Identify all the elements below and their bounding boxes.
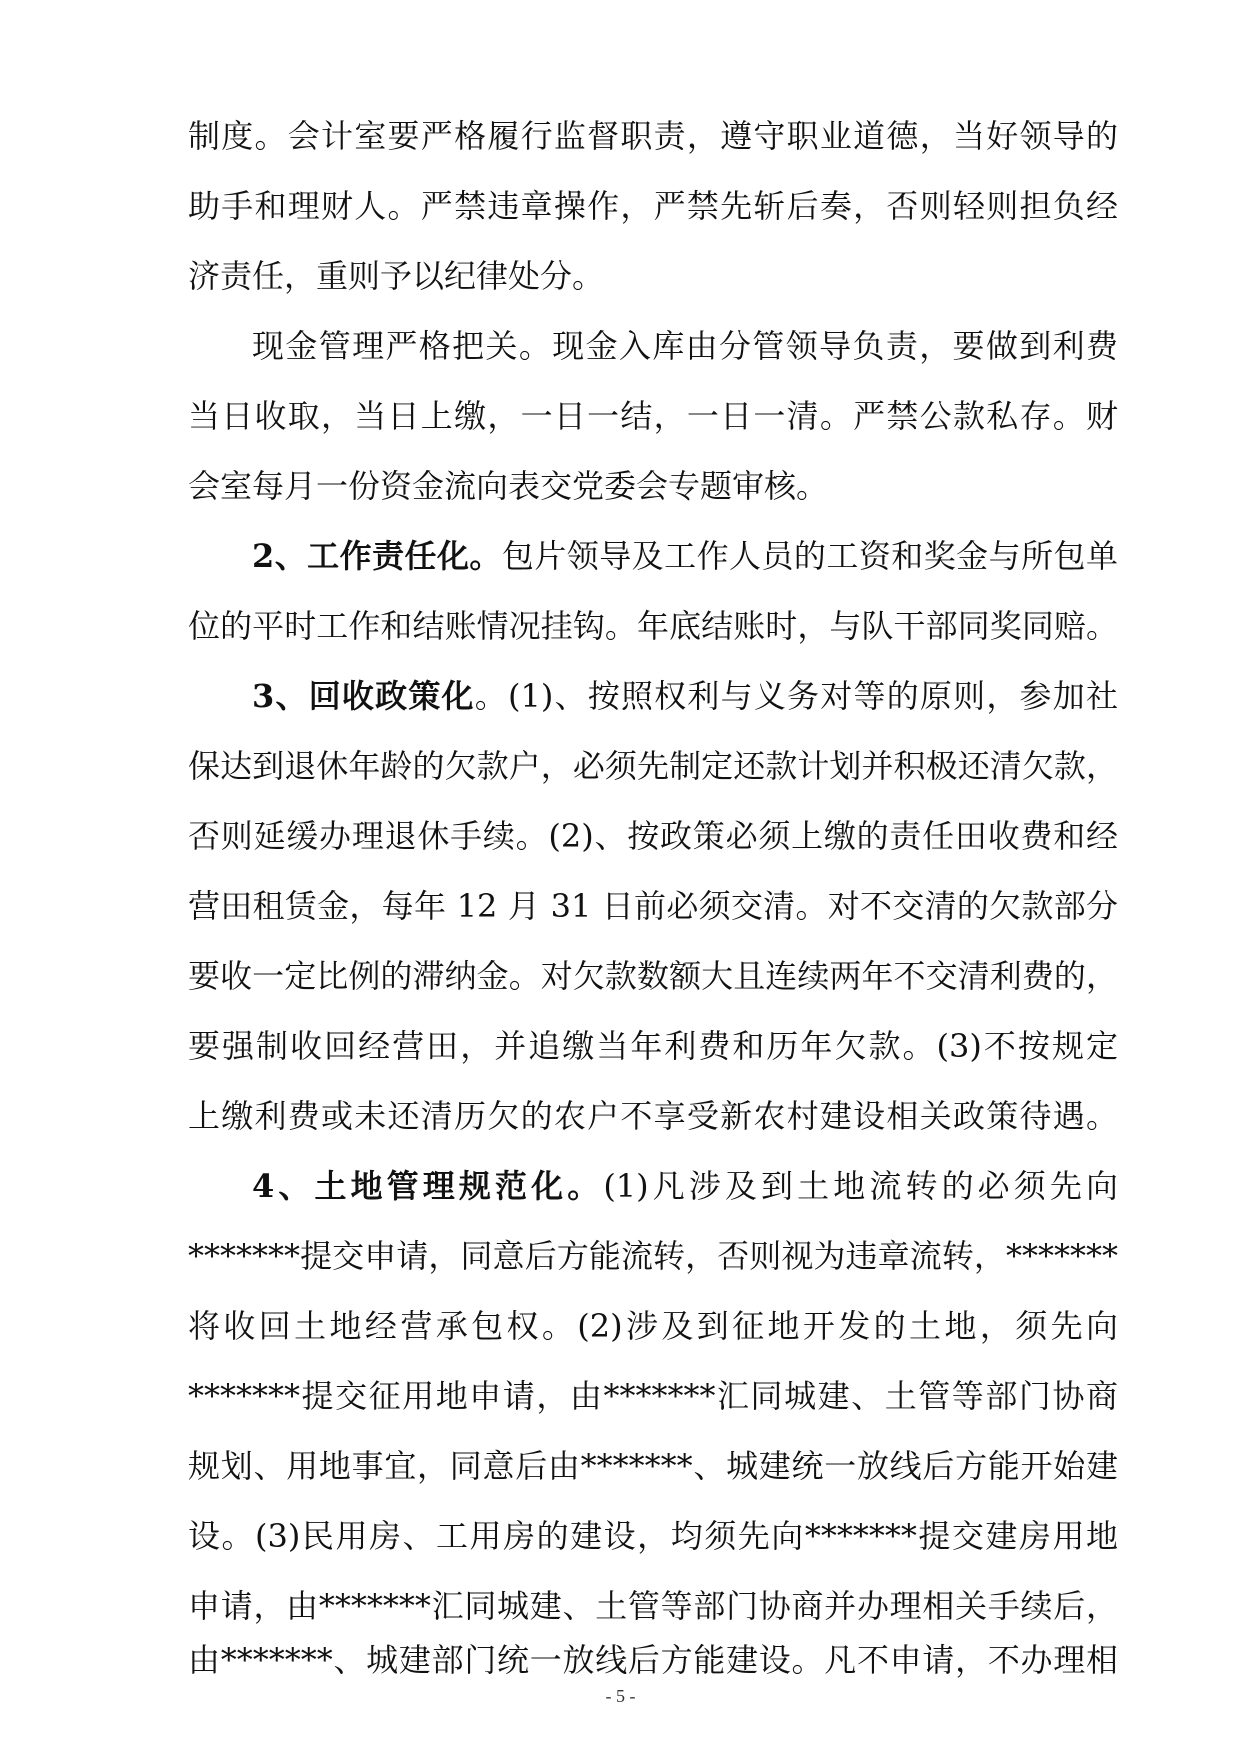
section-heading-line (252, 536, 1118, 606)
paragraph-line: *******提交征用地申请，由*******汇同城建、土管等部门协商 (188, 1377, 1118, 1415)
section-heading-line (252, 1166, 1118, 1236)
paragraph-line: 会室每月一份资金流向表交党委会专题审核。 (188, 467, 829, 505)
paragraph-line: 规划、用地事宜，同意后由*******、城建统一放线后方能开始建 (188, 1447, 1118, 1485)
paragraph-line: 制度。会计室要严格履行监督职责，遵守职业道德，当好领导的 (188, 117, 1118, 155)
paragraph-line: *******提交申请，同意后方能流转，否则视为违章流转，******* (188, 1237, 1118, 1275)
paragraph-line: 当日收取，当日上缴，一日一结，一日一清。严禁公款私存。财 (188, 397, 1118, 435)
section-heading: 4、土地管理规范化。 (252, 1167, 604, 1205)
paragraph-text: (1)凡涉及到土地流转的必须先向 (603, 1167, 1118, 1205)
section-heading: 3、回收政策化 (252, 677, 475, 715)
paragraph-line: 上缴利费或未还清历欠的农户不享受新农村建设相关政策待遇。 (188, 1097, 1118, 1135)
paragraph-line: 设。(3)民用房、工用房的建设，均须先向*******提交建房用地 (188, 1517, 1118, 1555)
paragraph-line: 要收一定比例的滞纳金。对欠款数额大且连续两年不交清利费的， (188, 957, 1118, 995)
paragraph-line: 将收回土地经营承包权。(2)涉及到征地开发的土地，须先向 (188, 1307, 1118, 1345)
paragraph-line: 位的平时工作和结账情况挂钩。年底结账时，与队干部同奖同赔。 (188, 607, 1118, 645)
section-heading: 2、工作责任化。 (252, 537, 502, 575)
page-number: - 5 - (605, 1686, 636, 1706)
paragraph-line: 否则延缓办理退休手续。(2)、按政策必须上缴的责任田收费和经 (188, 817, 1118, 855)
paragraph-line: 保达到退休年龄的欠款户，必须先制定还款计划并积极还清欠款， (188, 747, 1118, 785)
paragraph-text: 包片领导及工作人员的工资和奖金与所包单 (501, 537, 1118, 575)
section-heading-line (252, 676, 1118, 746)
paragraph-line: 由*******、城建部门统一放线后方能建设。凡不申请，不办理相 (188, 1641, 1118, 1679)
paragraph-line: 现金管理严格把关。现金入库由分管领导负责，要做到利费 (252, 327, 1118, 365)
paragraph-line: 济责任，重则予以纪律处分。 (188, 257, 605, 295)
paragraph-line: 申请，由*******汇同城建、土管等部门协商并办理相关手续后， (188, 1587, 1118, 1625)
paragraph-line: 营田租赁金，每年 12 月 31 日前必须交清。对不交清的欠款部分 (188, 887, 1118, 925)
paragraph-line: 助手和理财人。严禁违章操作，严禁先斩后奏，否则轻则担负经 (188, 187, 1118, 225)
paragraph-text: 。(1)、按照权利与义务对等的原则，参加社 (474, 677, 1118, 715)
paragraph-line: 要强制收回经营田，并追缴当年利费和历年欠款。(3)不按规定 (188, 1027, 1118, 1065)
